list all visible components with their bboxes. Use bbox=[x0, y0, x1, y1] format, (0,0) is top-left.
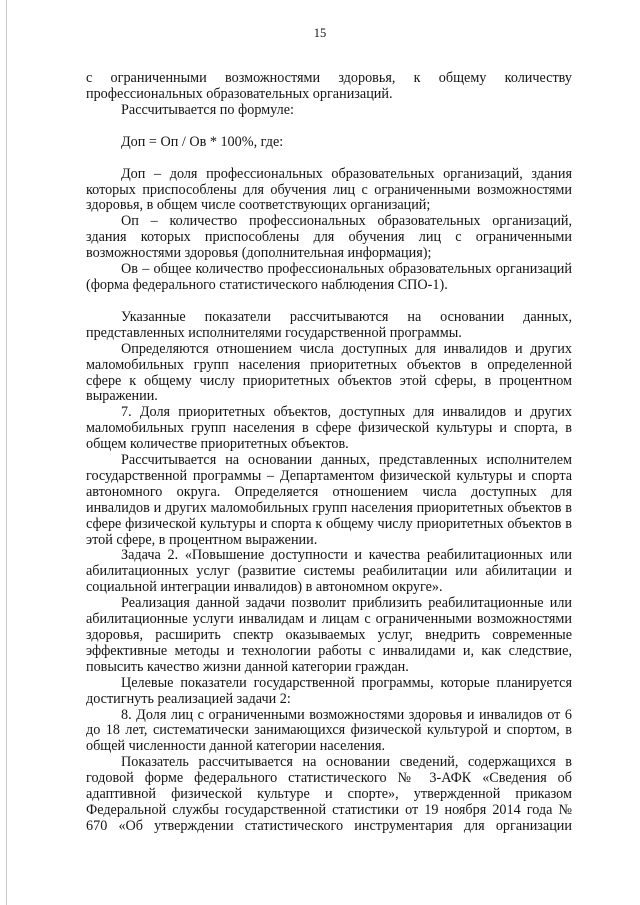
page-number: 15 bbox=[313, 26, 327, 40]
paragraph-item-7: 7. Доля приоритетных объектов, доступных для инвалидов и других маломобильных групп населения в сфере физической культуры и спорта, в общем количестве приоритетных объектов. bbox=[86, 404, 572, 453]
spacer bbox=[86, 294, 572, 310]
paragraph-target-indicators: Целевые показатели государственной программы, которые планируется достигнуть реализацией задачи 2: bbox=[86, 674, 572, 707]
paragraph-task-2-implementation: Реализация данной задачи позволит приблизить реабилитационные или абилитационные услуги инвалидам и лицам с ограниченными возможностями здоровья, расширить спектр оказываемых услуг, внедрить современные эффективные методы и технологии работы с инвалидами и, как следствие, повысить качество жизни данной категории граждан. bbox=[86, 595, 572, 675]
paragraph-definition-dop: Доп – доля профессиональных образовательных организаций, здания которых приспособлены для обучения лиц с ограниченными возможностями здоровья, в общем числе соответствующих организаций; bbox=[86, 165, 572, 214]
paragraph-indicators-basis: Указанные показатели рассчитываются на основании данных, представленных исполнителями государственной программы. bbox=[86, 308, 572, 341]
spacer bbox=[86, 119, 572, 135]
document-body bbox=[86, 71, 572, 835]
paragraph-definition-ov: Ов – общее количество профессиональных образовательных организаций (форма федерального статистического наблюдения СПО-1). bbox=[86, 261, 572, 293]
paragraph-indicators-ratio: Определяются отношением числа доступных для инвалидов и других маломобильных групп населения приоритетных объектов в определенной сфере к общему числу приоритетных объектов этой сферы, в процентном выражении. bbox=[86, 340, 572, 405]
scan-edge-line bbox=[6, 0, 7, 905]
paragraph-continuation: с ограниченными возможностями здоровья, к общему количеству профессиональных образовательных организаций. bbox=[86, 70, 572, 102]
paragraph-formula: Доп = Оп / Ов * 100%, где: bbox=[121, 133, 284, 150]
spacer bbox=[86, 151, 572, 167]
paragraph-definition-op: Оп – количество профессиональных образовательных организаций, здания которых приспособлены для обучения лиц с ограниченными возможностями здоровья (дополнительная информация); bbox=[86, 213, 572, 262]
paragraph-item-8-calculation: Показатель рассчитывается на основании сведений, содержащихся в годовой форме федерального статистического № 3-АФК «Сведения об адаптивной физической культуре и спорте», утвержденной приказом Федеральной службы государственной статистики от 19 ноября 2014 года № 670 «Об утверждении статистического инструментария для организации bbox=[86, 754, 572, 834]
paragraph-formula-intro: Рассчитывается по формуле: bbox=[121, 101, 294, 118]
paragraph-task-2: Задача 2. «Повышение доступности и качества реабилитационных или абилитационных услуг (развитие системы реабилитации или абилитации и социальной интеграции инвалидов) в автономном округе». bbox=[86, 547, 572, 596]
paragraph-item-7-calculation: Рассчитывается на основании данных, представленных исполнителем государственной программы – Департаментом физической культуры и спорта автономного округа. Определяется отношением числа доступных для инвалидов и других маломобильных групп населения приоритетных объектов в сфере физической культуры и спорта к общему числу приоритетных объектов в этой сфере, в процентном выражении. bbox=[86, 452, 572, 548]
paragraph-item-8: 8. Доля лиц с ограниченными возможностями здоровья и инвалидов от 6 до 18 лет, систематически занимающихся физической культурой и спортом, в общей численности данной категории населения. bbox=[86, 706, 572, 755]
